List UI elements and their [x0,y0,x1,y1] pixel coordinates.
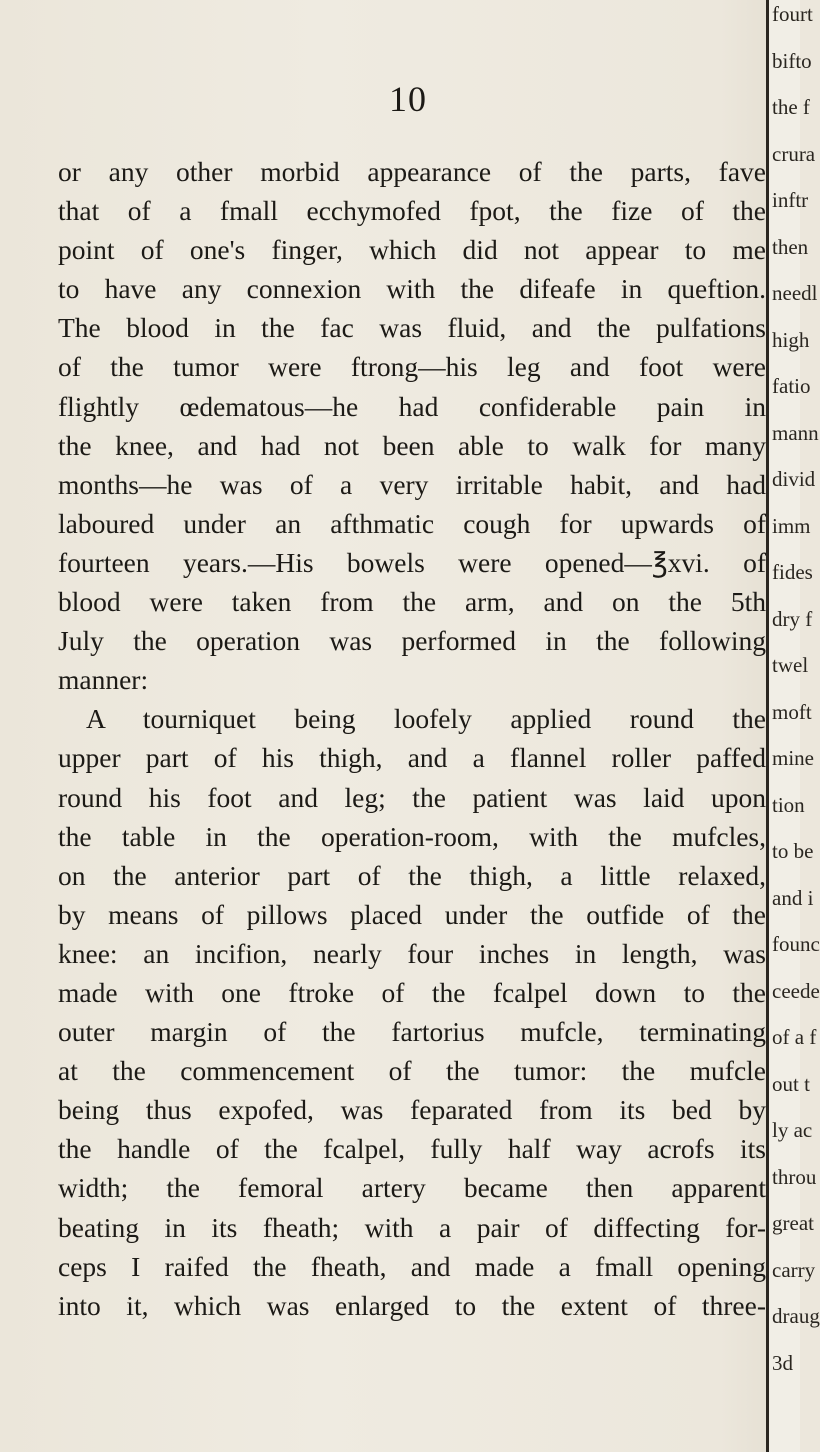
text-line: months—he was of a very irritable habit, and had [58,468,766,500]
adjacent-fragment: imm [772,513,811,538]
adjacent-fragment: 3d [772,1350,793,1375]
adjacent-fragment: inftr [772,188,809,212]
text-line: laboured under an afthmatic cough for upwards of [58,507,766,539]
text-line: that of a fmall ecchymofed fpot, the fize of the [58,195,766,227]
adjacent-fragment: tion [772,792,805,817]
adjacent-fragment: high [772,327,810,352]
adjacent-fragment: to be [772,839,814,863]
text-line: at the commencement of the tumor: the mufcle [58,1055,766,1087]
text-line: fourteen years.—His bowels were opened—℥xvi. of [58,546,766,578]
body-text [58,152,766,1325]
text-line: of the tumor were ftrong—his leg and foot were [58,351,766,383]
adjacent-fragment: the f [772,95,810,119]
page-number: 10 [389,79,427,119]
text-line: the knee, and had not been able to walk for many [58,429,766,461]
adjacent-fragment: founc [772,932,820,956]
adjacent-fragment: mine [772,746,814,770]
adjacent-fragment: bifto [772,48,812,73]
adjacent-fragment: needl [772,281,818,305]
text-line: A tourniquet being loofely applied round the [86,703,766,735]
text-line: beating in its fheath; with a pair of diffecting for- [58,1211,766,1243]
adjacent-fragment: fourt [772,2,813,26]
adjacent-fragment: out t [772,1071,810,1096]
adjacent-fragment: moft [772,699,812,724]
adjacent-fragment: dry f [772,606,813,631]
text-line: the table in the operation-room, with the mufcles, [58,820,766,852]
text-line: flightly œdematous—he had confiderable pain in [58,390,766,422]
text-line: the handle of the fcalpel, fully half way acrofs its [58,1133,766,1165]
text-line: July the operation was performed in the following [58,625,766,657]
adjacent-fragment: throu [772,1164,817,1189]
adjacent-fragment: and i [772,885,814,910]
text-line: outer margin of the fartorius mufcle, terminating [58,1016,766,1048]
text-line: or any other morbid appearance of the parts, fave [58,156,766,187]
text-line: The blood in the fac was fluid, and the pulfations [58,312,766,344]
adjacent-fragment: carry [772,1257,816,1282]
adjacent-fragment: great [772,1211,814,1235]
text-line: round his foot and leg; the patient was laid upon [58,781,766,813]
adjacent-fragment: fides [772,560,813,584]
text-line: on the anterior part of the thigh, a little relaxed, [58,859,766,891]
text-line: being thus expofed, was feparated from its bed by [58,1094,766,1126]
adjacent-fragment: ceede [772,978,820,1003]
text-line: into it, which was enlarged to the extent of three- [58,1289,766,1321]
text-line: ceps I raifed the fheath, and made a fmall opening [58,1250,766,1282]
text-line: point of one's finger, which did not appear to me [58,234,766,266]
adjacent-fragment: twel [772,653,809,677]
text-line: to have any connexion with the difeafe in queftion. [58,273,766,305]
adjacent-fragment: divid [772,467,816,491]
text-line: knee: an incifion, nearly four inches in length, was [58,937,766,969]
adjacent-page-edge [769,0,820,1452]
adjacent-fragment: fatio [772,374,811,398]
text-line: made with one ftroke of the fcalpel down to the [58,976,766,1008]
text-line: blood were taken from the arm, and on the 5th [58,586,766,618]
adjacent-fragment: then [772,234,809,259]
text-line: manner: [58,664,149,696]
adjacent-fragment: of a f [772,1025,817,1049]
adjacent-fragment: ly ac [772,1118,813,1142]
adjacent-fragment: crura [772,141,816,166]
text-line: upper part of his thigh, and a flannel roller paffed [58,742,766,774]
text-line: by means of pillows placed under the outfide of the [58,898,766,930]
text-line: width; the femoral artery became then apparent [58,1172,766,1204]
adjacent-fragment: draug [772,1304,820,1328]
adjacent-fragment: mann [772,420,819,445]
